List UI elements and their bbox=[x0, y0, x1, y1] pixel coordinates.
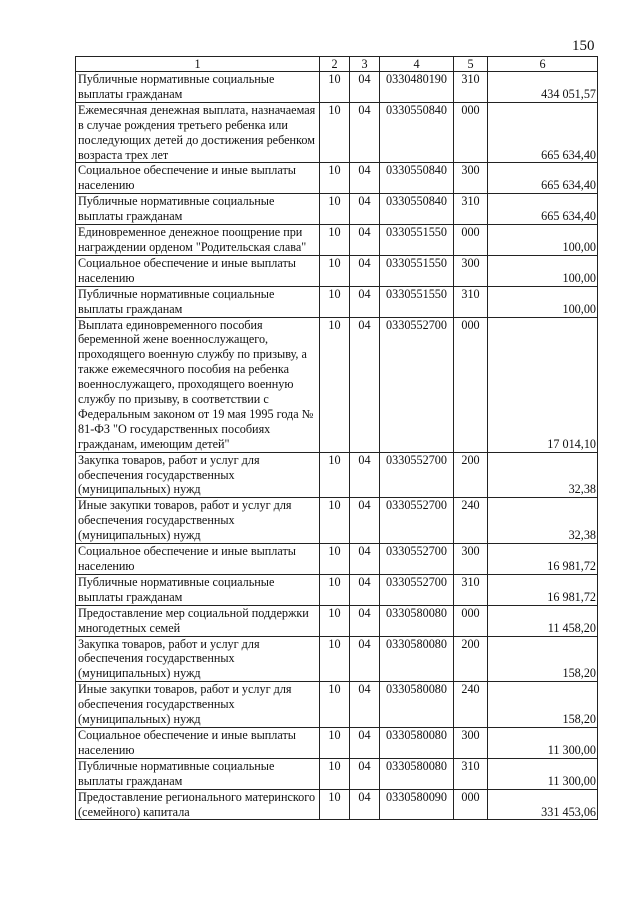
expense-type-cell: 300 bbox=[454, 727, 488, 758]
expense-type-cell: 200 bbox=[454, 636, 488, 682]
subsection-code-cell: 04 bbox=[350, 758, 380, 789]
target-article-cell: 0330580080 bbox=[380, 758, 454, 789]
column-header: 6 bbox=[488, 57, 598, 72]
target-article-cell: 0330580080 bbox=[380, 682, 454, 728]
expense-type-cell: 000 bbox=[454, 789, 488, 820]
target-article-cell: 0330551550 bbox=[380, 286, 454, 317]
table-row bbox=[76, 163, 598, 194]
expense-type-cell: 240 bbox=[454, 498, 488, 544]
table-header-row bbox=[76, 57, 598, 72]
section-code-cell: 10 bbox=[320, 255, 350, 286]
target-article-cell: 0330550840 bbox=[380, 194, 454, 225]
amount-cell: 11 458,20 bbox=[488, 605, 598, 636]
expense-type-cell: 300 bbox=[454, 163, 488, 194]
row-name-cell: Социальное обеспечение и иные выплаты населению bbox=[76, 163, 320, 194]
amount-cell: 32,38 bbox=[488, 452, 598, 498]
amount-cell: 665 634,40 bbox=[488, 163, 598, 194]
row-name-cell: Социальное обеспечение и иные выплаты населению bbox=[76, 255, 320, 286]
target-article-cell: 0330552700 bbox=[380, 317, 454, 452]
expense-type-cell: 000 bbox=[454, 225, 488, 256]
table-row bbox=[76, 498, 598, 544]
table-row bbox=[76, 605, 598, 636]
expense-type-cell: 300 bbox=[454, 255, 488, 286]
target-article-cell: 0330480190 bbox=[380, 72, 454, 103]
section-code-cell: 10 bbox=[320, 682, 350, 728]
row-name-cell: Социальное обеспечение и иные выплаты населению bbox=[76, 727, 320, 758]
target-article-cell: 0330552700 bbox=[380, 452, 454, 498]
target-article-cell: 0330550840 bbox=[380, 102, 454, 163]
subsection-code-cell: 04 bbox=[350, 317, 380, 452]
column-header: 5 bbox=[454, 57, 488, 72]
subsection-code-cell: 04 bbox=[350, 255, 380, 286]
table-row bbox=[76, 544, 598, 575]
row-name-cell: Предоставление регионального материнского (семейного) капитала bbox=[76, 789, 320, 820]
row-name-cell: Выплата единовременного пособия беременной жене военнослужащего, проходящего военную службу по призыву, а также ежемесячного пособия на ребенка военнослужащего, проходящего военную службу по призыву, в соответствии с Федеральным законом от 19 мая 1995 года № 81-ФЗ "О государственных пособиях гражданам, имеющим детей" bbox=[76, 317, 320, 452]
section-code-cell: 10 bbox=[320, 544, 350, 575]
section-code-cell: 10 bbox=[320, 286, 350, 317]
table-row bbox=[76, 225, 598, 256]
expense-type-cell: 310 bbox=[454, 286, 488, 317]
subsection-code-cell: 04 bbox=[350, 498, 380, 544]
expense-type-cell: 310 bbox=[454, 758, 488, 789]
expense-type-cell: 240 bbox=[454, 682, 488, 728]
expense-type-cell: 000 bbox=[454, 605, 488, 636]
subsection-code-cell: 04 bbox=[350, 574, 380, 605]
target-article-cell: 0330552700 bbox=[380, 498, 454, 544]
expense-type-cell: 200 bbox=[454, 452, 488, 498]
row-name-cell: Закупка товаров, работ и услуг для обеспечения государственных (муниципальных) нужд bbox=[76, 636, 320, 682]
section-code-cell: 10 bbox=[320, 727, 350, 758]
expense-type-cell: 300 bbox=[454, 544, 488, 575]
row-name-cell: Публичные нормативные социальные выплаты гражданам bbox=[76, 286, 320, 317]
row-name-cell: Единовременное денежное поощрение при награждении орденом "Родительская слава" bbox=[76, 225, 320, 256]
section-code-cell: 10 bbox=[320, 163, 350, 194]
target-article-cell: 0330552700 bbox=[380, 544, 454, 575]
section-code-cell: 10 bbox=[320, 317, 350, 452]
amount-cell: 100,00 bbox=[488, 255, 598, 286]
amount-cell: 434 051,57 bbox=[488, 72, 598, 103]
target-article-cell: 0330580080 bbox=[380, 605, 454, 636]
section-code-cell: 10 bbox=[320, 225, 350, 256]
subsection-code-cell: 04 bbox=[350, 102, 380, 163]
amount-cell: 331 453,06 bbox=[488, 789, 598, 820]
subsection-code-cell: 04 bbox=[350, 682, 380, 728]
table-row bbox=[76, 286, 598, 317]
subsection-code-cell: 04 bbox=[350, 286, 380, 317]
amount-cell: 158,20 bbox=[488, 682, 598, 728]
expense-type-cell: 310 bbox=[454, 194, 488, 225]
subsection-code-cell: 04 bbox=[350, 163, 380, 194]
expense-type-cell: 000 bbox=[454, 102, 488, 163]
table-row bbox=[76, 574, 598, 605]
expense-type-cell: 310 bbox=[454, 574, 488, 605]
section-code-cell: 10 bbox=[320, 636, 350, 682]
expense-type-cell: 310 bbox=[454, 72, 488, 103]
table-row bbox=[76, 255, 598, 286]
amount-cell: 17 014,10 bbox=[488, 317, 598, 452]
amount-cell: 32,38 bbox=[488, 498, 598, 544]
table-row bbox=[76, 789, 598, 820]
page-number: 150 bbox=[572, 38, 595, 54]
row-name-cell: Публичные нормативные социальные выплаты гражданам bbox=[76, 574, 320, 605]
table-row bbox=[76, 102, 598, 163]
section-code-cell: 10 bbox=[320, 194, 350, 225]
target-article-cell: 0330580090 bbox=[380, 789, 454, 820]
expense-type-cell: 000 bbox=[454, 317, 488, 452]
section-code-cell: 10 bbox=[320, 498, 350, 544]
section-code-cell: 10 bbox=[320, 452, 350, 498]
section-code-cell: 10 bbox=[320, 758, 350, 789]
amount-cell: 100,00 bbox=[488, 225, 598, 256]
table-row bbox=[76, 636, 598, 682]
section-code-cell: 10 bbox=[320, 102, 350, 163]
subsection-code-cell: 04 bbox=[350, 544, 380, 575]
subsection-code-cell: 04 bbox=[350, 636, 380, 682]
amount-cell: 16 981,72 bbox=[488, 574, 598, 605]
table-row bbox=[76, 72, 598, 103]
column-header: 2 bbox=[320, 57, 350, 72]
subsection-code-cell: 04 bbox=[350, 727, 380, 758]
row-name-cell: Предоставление мер социальной поддержки многодетных семей bbox=[76, 605, 320, 636]
amount-cell: 16 981,72 bbox=[488, 544, 598, 575]
subsection-code-cell: 04 bbox=[350, 194, 380, 225]
amount-cell: 11 300,00 bbox=[488, 727, 598, 758]
row-name-cell: Публичные нормативные социальные выплаты гражданам bbox=[76, 758, 320, 789]
row-name-cell: Социальное обеспечение и иные выплаты населению bbox=[76, 544, 320, 575]
subsection-code-cell: 04 bbox=[350, 789, 380, 820]
amount-cell: 665 634,40 bbox=[488, 102, 598, 163]
row-name-cell: Иные закупки товаров, работ и услуг для обеспечения государственных (муниципальных) нужд bbox=[76, 682, 320, 728]
row-name-cell: Ежемесячная денежная выплата, назначаемая в случае рождения третьего ребенка или последующих детей до достижения ребенком возраста трех лет bbox=[76, 102, 320, 163]
target-article-cell: 0330551550 bbox=[380, 255, 454, 286]
amount-cell: 665 634,40 bbox=[488, 194, 598, 225]
section-code-cell: 10 bbox=[320, 789, 350, 820]
target-article-cell: 0330552700 bbox=[380, 574, 454, 605]
table-row bbox=[76, 194, 598, 225]
target-article-cell: 0330550840 bbox=[380, 163, 454, 194]
column-header: 1 bbox=[76, 57, 320, 72]
target-article-cell: 0330580080 bbox=[380, 727, 454, 758]
section-code-cell: 10 bbox=[320, 574, 350, 605]
table-row bbox=[76, 317, 598, 452]
row-name-cell: Публичные нормативные социальные выплаты гражданам bbox=[76, 194, 320, 225]
subsection-code-cell: 04 bbox=[350, 452, 380, 498]
subsection-code-cell: 04 bbox=[350, 72, 380, 103]
table-row bbox=[76, 452, 598, 498]
subsection-code-cell: 04 bbox=[350, 225, 380, 256]
section-code-cell: 10 bbox=[320, 605, 350, 636]
target-article-cell: 0330551550 bbox=[380, 225, 454, 256]
table-row bbox=[76, 727, 598, 758]
row-name-cell: Закупка товаров, работ и услуг для обеспечения государственных (муниципальных) нужд bbox=[76, 452, 320, 498]
table-row bbox=[76, 682, 598, 728]
amount-cell: 100,00 bbox=[488, 286, 598, 317]
table-row bbox=[76, 758, 598, 789]
column-header: 4 bbox=[380, 57, 454, 72]
column-header: 3 bbox=[350, 57, 380, 72]
row-name-cell: Иные закупки товаров, работ и услуг для обеспечения государственных (муниципальных) нужд bbox=[76, 498, 320, 544]
row-name-cell: Публичные нормативные социальные выплаты гражданам bbox=[76, 72, 320, 103]
budget-table bbox=[75, 56, 598, 820]
amount-cell: 158,20 bbox=[488, 636, 598, 682]
subsection-code-cell: 04 bbox=[350, 605, 380, 636]
section-code-cell: 10 bbox=[320, 72, 350, 103]
amount-cell: 11 300,00 bbox=[488, 758, 598, 789]
target-article-cell: 0330580080 bbox=[380, 636, 454, 682]
